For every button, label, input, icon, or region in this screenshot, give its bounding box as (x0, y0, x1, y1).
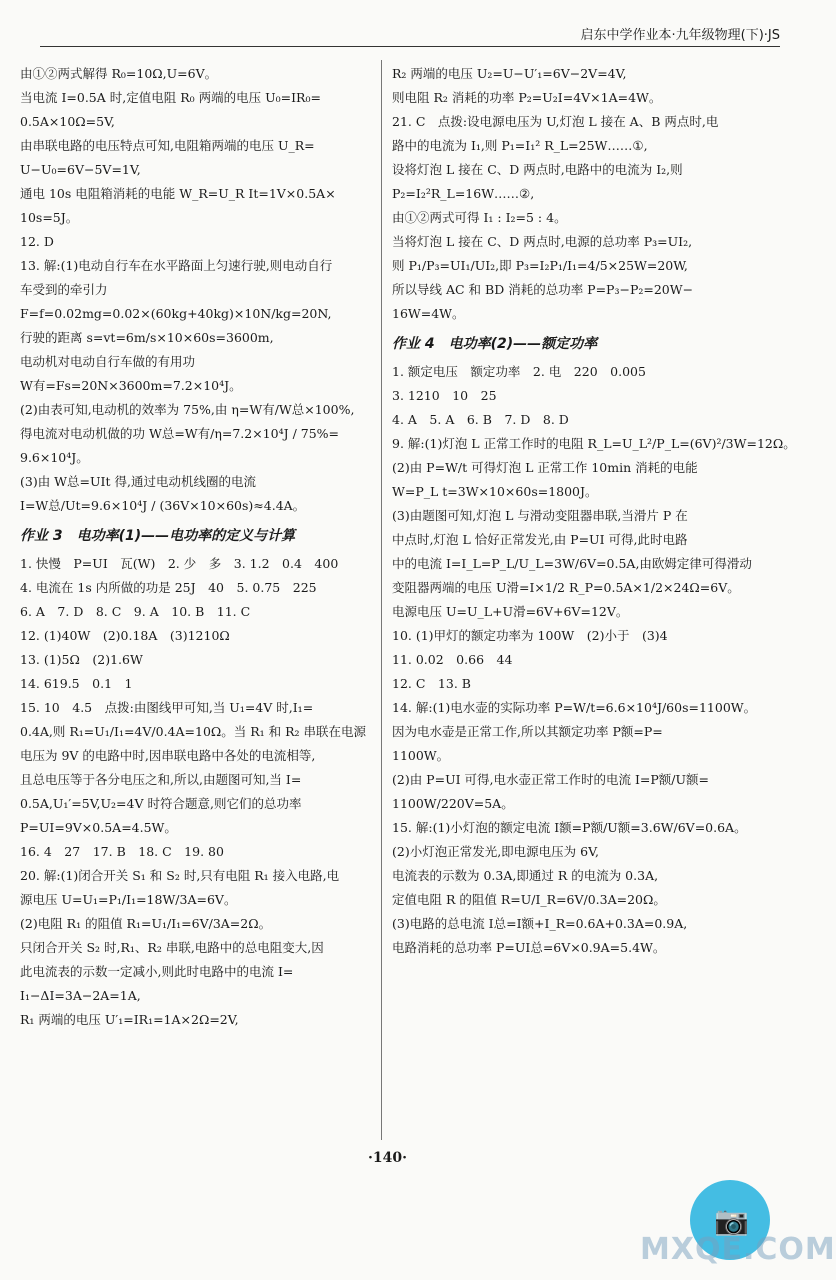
text-line: 中的电流 I=I_L=P_L/U_L=3W/6V=0.5A,由欧姆定律可得滑动 (392, 556, 752, 571)
text-line: 中点时,灯泡 L 恰好正常发光,由 P=UI 可得,此时电路 (392, 532, 688, 547)
text-line: 4. A 5. A 6. B 7. D 8. D (392, 412, 569, 427)
text-line: (2)电阻 R₁ 的阻值 R₁=U₁/I₁=6V/3A=2Ω。 (20, 916, 272, 931)
text-line: 电动机对电动自行车做的有用功 (20, 354, 196, 369)
text-line: 0.5A×10Ω=5V, (20, 114, 115, 129)
text-line: (3)电路的总电流 I总=I额+I_R=0.6A+0.3A=0.9A, (392, 916, 688, 931)
text-line: 电流表的示数为 0.3A,即通过 R 的电流为 0.3A, (392, 868, 659, 883)
text-line: 14. 619.5 0.1 1 (20, 676, 133, 691)
text-line: 1100W/220V=5A。 (392, 796, 514, 811)
text-line: 12. D (20, 234, 54, 249)
text-line: 11. 0.02 0.66 44 (392, 652, 513, 667)
text-line: F=f=0.02mg=0.02×(60kg+40kg)×10N/kg=20N, (20, 306, 332, 321)
text-line: W=P_L t=3W×10×60s=1800J。 (392, 484, 598, 499)
text-line: 路中的电流为 I₁,则 P₁=I₁² R_L=25W……①, (392, 138, 648, 153)
text-line: 21. C 点拨:设电源电压为 U,灯泡 L 接在 A、B 两点时,电 (392, 114, 719, 129)
text-line: 13. 解:(1)电动自行车在水平路面上匀速行驶,则电动自行 (20, 258, 333, 273)
text-line: 当电流 I=0.5A 时,定值电阻 R₀ 两端的电压 U₀=IR₀= (20, 90, 321, 105)
page-header (40, 18, 780, 47)
text-line: (3)由 W总=UIt 得,通过电动机线圈的电流 (20, 474, 256, 489)
text-line: 0.4A,则 R₁=U₁/I₁=4V/0.4A=10Ω。当 R₁ 和 R₂ 串联在电源 (20, 724, 367, 739)
text-line: 14. 解:(1)电水壶的实际功率 P=W/t=6.6×10⁴J/60s=1100W。 (392, 700, 757, 715)
text-line: 6. A 7. D 8. C 9. A 10. B 11. C (20, 604, 251, 619)
text-line: 通电 10s 电阻箱消耗的电能 W_R=U_R It=1V×0.5A× (20, 186, 336, 201)
text-line: (3)由题图可知,灯泡 L 与滑动变阻器串联,当滑片 P 在 (392, 508, 688, 523)
right-column (392, 62, 796, 960)
text-line: I=W总/Ut=9.6×10⁴J / (36V×10×60s)≈4.4A。 (20, 498, 306, 513)
text-line: 10. (1)甲灯的额定功率为 100W (2)小于 (3)4 (392, 628, 668, 643)
text-line: 则电阻 R₂ 消耗的功率 P₂=U₂I=4V×1A=4W。 (392, 90, 662, 105)
text-line: 3. 1210 10 25 (392, 388, 497, 403)
page-number: ·140· (368, 1150, 407, 1166)
section-heading: 作业 4 电功率(2)——额定功率 (392, 336, 598, 352)
text-line: 定值电阻 R 的阻值 R=U/I_R=6V/0.3A=20Ω。 (392, 892, 666, 907)
text-line: 由①②两式解得 R₀=10Ω,U=6V。 (20, 66, 218, 81)
text-line: 15. 解:(1)小灯泡的额定电流 I额=P额/U额=3.6W/6V=0.6A。 (392, 820, 747, 835)
text-line: 16. 4 27 17. B 18. C 19. 80 (20, 844, 224, 859)
text-line: 得电流对电动机做的功 W总=W有/η=7.2×10⁴J / 75%= (20, 426, 340, 441)
text-line: 12. (1)40W (2)0.18A (3)1210Ω (20, 628, 230, 643)
text-line: 13. (1)5Ω (2)1.6W (20, 652, 143, 667)
watermark-text: MXQE.COM (640, 1232, 836, 1267)
text-line: 因为电水壶是正常工作,所以其额定功率 P额=P= (392, 724, 663, 739)
text-line: 电压为 9V 的电路中时,因串联电路中各处的电流相等, (20, 748, 316, 763)
text-line: 设将灯泡 L 接在 C、D 两点时,电路中的电流为 I₂,则 (392, 162, 683, 177)
text-line: 且总电压等于各分电压之和,所以,由题图可知,当 I= (20, 772, 302, 787)
text-line: 电路消耗的总功率 P=UI总=6V×0.9A=5.4W。 (392, 940, 666, 955)
camera-icon: 📷 (714, 1204, 749, 1237)
text-line: (2)由 P=W/t 可得灯泡 L 正常工作 10min 消耗的电能 (392, 460, 698, 475)
section-heading: 作业 3 电功率(1)——电功率的定义与计算 (20, 528, 296, 544)
text-line: 20. 解:(1)闭合开关 S₁ 和 S₂ 时,只有电阻 R₁ 接入电路,电 (20, 868, 340, 883)
text-line: 车受到的牵引力 (20, 282, 108, 297)
text-line: R₁ 两端的电压 U′₁=IR₁=1A×2Ω=2V, (20, 1012, 239, 1027)
text-line: P₂=I₂²R_L=16W……②, (392, 186, 535, 201)
text-line: 16W=4W。 (392, 306, 465, 321)
text-line: 0.5A,U₁′=5V,U₂=4V 时符合题意,则它们的总功率 (20, 796, 302, 811)
text-line: R₂ 两端的电压 U₂=U−U′₁=6V−2V=4V, (392, 66, 627, 81)
text-line: 12. C 13. B (392, 676, 471, 691)
text-line: 变阻器两端的电压 U滑=I×1/2 R_P=0.5A×1/2×24Ω=6V。 (392, 580, 740, 595)
text-line: I₁−ΔI=3A−2A=1A, (20, 988, 141, 1003)
text-line: 行驶的距离 s=vt=6m/s×10×60s=3600m, (20, 330, 274, 345)
text-line: 1100W。 (392, 748, 450, 763)
left-column (20, 62, 370, 1032)
text-line: U−U₀=6V−5V=1V, (20, 162, 141, 177)
text-line: 电源电压 U=U_L+U滑=6V+6V=12V。 (392, 604, 629, 619)
text-line: 此电流表的示数一定减小,则此时电路中的电流 I= (20, 964, 294, 979)
text-line: 只闭合开关 S₂ 时,R₁、R₂ 串联,电路中的总电阻变大,因 (20, 940, 324, 955)
text-line: (2)小灯泡正常发光,即电源电压为 6V, (392, 844, 599, 859)
text-line: (2)由表可知,电动机的效率为 75%,由 η=W有/W总×100%, (20, 402, 355, 417)
text-line: 由串联电路的电压特点可知,电阻箱两端的电压 U_R= (20, 138, 315, 153)
text-line: 9. 解:(1)灯泡 L 正常工作时的电阻 R_L=U_L²/P_L=(6V)²/3W=12Ω。 (392, 436, 796, 451)
text-line: W有=Fs=20N×3600m=7.2×10⁴J。 (20, 378, 242, 393)
column-divider (381, 60, 382, 1140)
text-line: 所以导线 AC 和 BD 消耗的总功率 P=P₃−P₂=20W− (392, 282, 694, 297)
text-line: (2)由 P=UI 可得,电水壶正常工作时的电流 I=P额/U额= (392, 772, 709, 787)
header-title: 启东中学作业本·九年级物理(下)·JS (580, 28, 780, 43)
text-line: 当将灯泡 L 接在 C、D 两点时,电源的总功率 P₃=UI₂, (392, 234, 693, 249)
text-line: 4. 电流在 1s 内所做的功是 25J 40 5. 0.75 225 (20, 580, 317, 595)
text-line: 9.6×10⁴J。 (20, 450, 89, 465)
text-line: 10s=5J。 (20, 210, 79, 225)
text-line: 由①②两式可得 I₁ : I₂=5 : 4。 (392, 210, 567, 225)
text-line: 1. 额定电压 额定功率 2. 电 220 0.005 (392, 364, 646, 379)
text-line: 源电压 U=U₁=P₁/I₁=18W/3A=6V。 (20, 892, 237, 907)
text-line: 则 P₁/P₃=UI₁/UI₂,即 P₃=I₂P₁/I₁=4/5×25W=20W, (392, 258, 688, 273)
watermark (640, 1180, 836, 1270)
text-line: P=UI=9V×0.5A=4.5W。 (20, 820, 177, 835)
text-line: 15. 10 4.5 点拨:由图线甲可知,当 U₁=4V 时,I₁= (20, 700, 314, 715)
text-line: 1. 快慢 P=UI 瓦(W) 2. 少 多 3. 1.2 0.4 400 (20, 556, 339, 571)
